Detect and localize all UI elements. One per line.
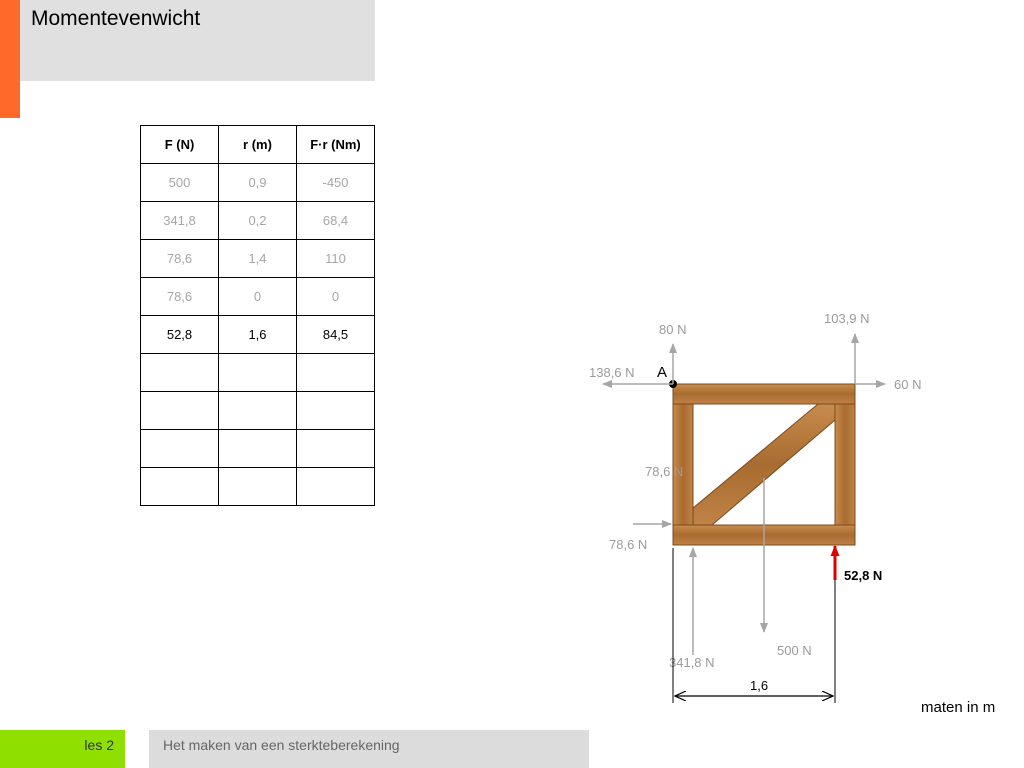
cell-force: 78,6	[141, 240, 219, 278]
label-103n: 103,9 N	[824, 311, 870, 326]
cell-arm: 1,6	[219, 316, 297, 354]
label-500n: 500 N	[777, 643, 812, 658]
cell-arm: 0	[219, 278, 297, 316]
cell-moment: 84,5	[297, 316, 375, 354]
cell-moment: 110	[297, 240, 375, 278]
cell-moment: 68,4	[297, 202, 375, 240]
right-post	[835, 404, 855, 525]
cell-force: 52,8	[141, 316, 219, 354]
cell-moment: 0	[297, 278, 375, 316]
cell-force: 341,8	[141, 202, 219, 240]
cell-arm: 0,9	[219, 164, 297, 202]
cell-moment: -450	[297, 164, 375, 202]
footer-subject-box	[149, 730, 589, 768]
label-60n: 60 N	[894, 377, 922, 392]
label-528n: 52,8 N	[844, 568, 883, 583]
header-moment: F·r (Nm)	[297, 126, 375, 164]
label-80n: 80 N	[659, 322, 687, 337]
top-beam	[673, 384, 855, 404]
slide-title: Momentevenwicht	[31, 7, 201, 30]
header-force: F (N)	[141, 126, 219, 164]
label-786n-lower: 78,6 N	[609, 537, 648, 552]
footer-lesson: les 2	[84, 737, 114, 753]
dimension-label: 1,6	[750, 678, 769, 693]
header-arm: r (m)	[219, 126, 297, 164]
label-786n-upper: 78,6 N	[645, 464, 684, 479]
cell-force: 78,6	[141, 278, 219, 316]
cell-arm: 0,2	[219, 202, 297, 240]
point-a-label: A	[657, 364, 668, 381]
units-note: maten in m	[921, 699, 996, 716]
footer-lesson-box	[0, 730, 125, 768]
cell-force: 500	[141, 164, 219, 202]
label-138n: 138,6 N	[589, 365, 635, 380]
footer-subject: Het maken van een sterkteberekening	[163, 737, 400, 753]
cell-arm: 1,4	[219, 240, 297, 278]
label-3418n: 341,8 N	[669, 655, 715, 670]
